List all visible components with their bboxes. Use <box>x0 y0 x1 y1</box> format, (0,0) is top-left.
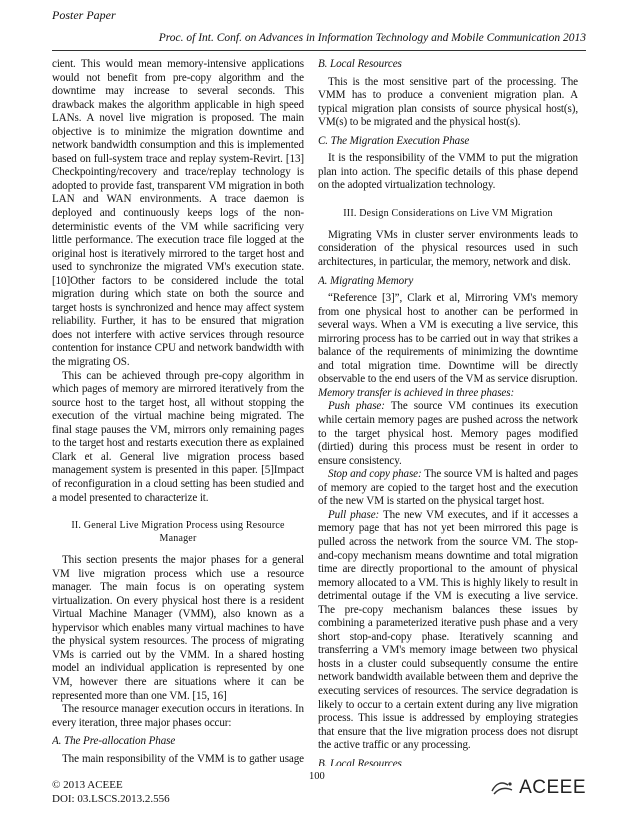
conference-line: Proc. of Int. Conf. on Advances in Information Technology and Mobile Communication 2013 <box>158 32 586 44</box>
transfer-heading: Memory transfer is achieved in three phases: <box>318 386 515 399</box>
section-heading: III. Design Considerations on Live VM Migration <box>343 207 553 219</box>
push-phase-text: The source VM continues its execution while certain memory pages are pushed across the network to the target physical host. Memory pages modified (dirtied) during this process must be resent in order to ensure consistency. <box>318 400 578 467</box>
header-rule <box>52 50 586 51</box>
paragraph: The resource manager execution occurs in iterations. In every iteration, three major phases occur: <box>52 703 304 729</box>
logo-swirl-icon <box>490 779 516 797</box>
paragraph: This section presents the major phases for a general VM live migration process which use a resource manager. The main focus is on operating system virtualization. On every physical host there is a resident Virtual Machine Manager (VMM), also known as a hypervisor which enables many virtual machines to have the physical system resources. The process of migrating VMs is carried out by the VMM. In a shared hosting model an individual application is represented by one VM, however there are situations where it can be represented more than one VM. [15, 16] <box>52 554 304 702</box>
paragraph: It is the responsibility of the VMM to put the migration plan into action. The specific details of this phase depend on the adopted virtualization technology. <box>318 152 578 192</box>
paragraph: This is the most sensitive part of the processing. The VMM has to produce a convenient migration plan. A typical migration plan consists of source physical host(s), VM(s) to be migrated and the physical host(s). <box>318 75 578 129</box>
subsection-heading: C. The Migration Execution Phase <box>318 134 470 147</box>
section-heading: II. General Live Migration Process using Resource Manager <box>71 520 285 545</box>
copyright: © 2013 ACEEE <box>52 779 123 791</box>
stop-copy-text: The source VM is halted and pages of memory are copied to the target host and the execution of the new VM is started on the physical target host. <box>318 468 578 508</box>
aceee-logo <box>490 777 586 799</box>
paragraph: This can be achieved through pre-copy algorithm in which pages of memory are mirrored iteratively from the source host to the target host, all without stopping the execution of the virtual machine being migrated. The final stage pauses the VM, mirrors only remaining pages to the target host and restarts execution there as explained Clark et al. General live migration process based management system is presented in this paper. [5]Impact of reconfiguration in a cloud setting has been studied and a model presented to characterize it. <box>52 369 304 504</box>
left-column <box>52 58 304 766</box>
pull-phase-text: The new VM executes, and if it accesses a memory page that has not yet been mirrored this page is pulled across the network from the source VM. The stop-and-copy mechanism means downtime and total migration time are directly proportional to the amount of physical memory allocated to a VM. This is highly likely to result in detrimental outage if the VM is executing a live service. The pre-copy mechanism balances these issues by combining a parameterized iterative push phase and a very short stop-and-copy phase. Iteratively scanning and transferring a VM's memory image between two physical hosts in a cluster could subsequently consume the entire network bandwidth available between them and deprive the executing services of resources. The service degradation is likely to occur to a certain extent during any live migration process. This issue is addressed by employing strategies that ensure that the live migration process does not disrupt the active traffic or any processing. <box>318 508 578 752</box>
subsection-heading: B. Local Resources <box>318 757 402 766</box>
logo-text: ACEEE <box>519 777 586 798</box>
poster-label: Poster Paper <box>52 8 116 22</box>
subsection-heading: A. The Pre-allocation Phase <box>52 735 176 748</box>
footer-left <box>52 778 170 806</box>
subsection-heading: B. Local Resources <box>318 58 402 70</box>
pull-phase-label: Pull phase: <box>328 508 380 521</box>
paragraph: “Reference [3]”, Clark et al, Mirroring VM's memory from one physical host to another can be performed in several ways. When a VM is executing a live service, this mirroring process has to be carried out in way that strikes a balance of the requirements of minimizing the downtime and total migration time. Downtime will be directly observable to the end users of the VM as service disruption. <box>318 292 578 386</box>
pull-phase-paragraph <box>318 509 578 753</box>
doi: DOI: 03.LSCS.2013.2.556 <box>52 793 170 805</box>
push-phase-paragraph <box>318 400 578 468</box>
paragraph: The main responsibility of the VMM is to gather usage <box>62 752 304 765</box>
push-phase-label: Push phase: <box>328 400 385 413</box>
paragraph: Migrating VMs in cluster server environments leads to consideration of the physical resources used in such architectures, in particular, the memory, network and disk. <box>318 228 578 269</box>
subsection-heading: A. Migrating Memory <box>318 274 414 287</box>
page-number: 100 <box>309 771 325 782</box>
paragraph: cient. This would mean memory-intensive applications would not benefit from pre-copy algorithm and the downtime may increase to several seconds. This drawback makes the algorithm applicable in high speed LANs. A novel live migration is proposed. The main objective is to minimize the migration downtime and network bandwidth consumption and this is implemented based on full-system trace and replay system-Revirt. [13] Checkpointing/recovery and trace/replay technology is adopted to provide fast, transparent VM migration in both LAN and WAN environments. A trace daemon is deployed and continuously keeps logs of the non-deterministic events of the VM while sacrificing very little performance. The execution trace file logged at the original host is iteratively mirrored to the target host and used to synchronize the migrated VM's execution state. [10]Other factors to be considered include the total migration during which state on both the source and target hosts is synchronized and hence may affect system reliability. Further, it has to be ensured that migration does not interfere with active services through resource contention for instance CPU and network bandwidth with the migrating OS. <box>52 58 304 369</box>
right-column <box>318 58 578 766</box>
stop-copy-label: Stop and copy phase: <box>328 468 422 481</box>
stop-copy-paragraph <box>318 468 578 509</box>
